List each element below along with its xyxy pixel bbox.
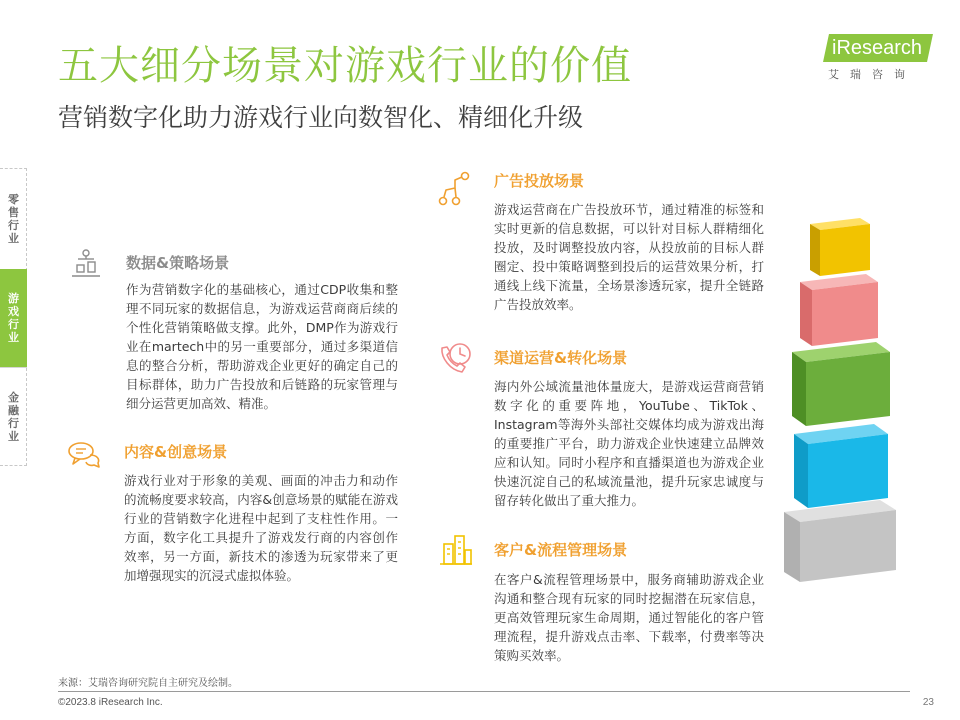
city-buildings-icon [438,532,474,568]
side-tab-label: 零售行业 [8,193,19,245]
section-title-content-creative: 内容&创意场景 [124,443,228,461]
section-body-content-creative: 游戏行业对于形象的美观、画面的冲击力和动作的流畅度要求较高，内容&创意场景的赋能在游戏行业的营销数字化进程中起到了支柱性作用。一方面，数字化工具提升了游戏发行商的内容创作效率，另一方面，新技术的渗透为玩家带来了更加增强现实的沉浸式虚拟体验。 [124,473,398,583]
logo-brand-cn: 艾瑞咨询 [828,68,916,81]
cube-gray [784,500,896,582]
section-title-customer-process: 客户&流程管理场景 [494,541,628,559]
section-body-channel-conversion: 海内外公域流量池体量庞大，是游戏运营商营销数字化的重要阵地，YouTube、TikTok、Instagram等海外头部社交媒体均成为游戏出海的重要推广平台，助力游戏企业快速建立品牌效应和认知。同时小程序和直播渠道也为游戏企业快速沉淀自己的私域流量池，提升玩家忠诚度与留存转化做出了重大推力。 [494,379,764,508]
side-tab-label: 金融行业 [8,391,19,443]
side-tab-retail[interactable] [0,169,27,269]
page-title: 五大细分场景对游戏行业的价值 [58,43,632,89]
network-nodes-icon [436,170,472,206]
cube-blue [794,424,888,508]
footer-source: 来源：艾瑞咨询研究院自主研究及绘制。 [58,678,238,689]
cube-pink [800,274,878,346]
cube-yellow [810,218,870,276]
section-title-data-strategy: 数据&策略场景 [126,254,230,272]
podium-icon [68,246,104,282]
section-body-customer-process: 在客户&流程管理场景中，服务商辅助游戏企业沟通和整合现有玩家的同时挖掘潜在玩家信息，更高效管理玩家生命周期，通过智能化的客户管理流程，提升游戏点击率、下载率，付费率等决策购买效率。 [494,572,764,663]
page-number: 23 [922,697,934,708]
logo-brand: iResearch [832,37,923,59]
chat-bubbles-icon [66,436,102,472]
section-body-ad-delivery: 游戏运营商在广告投放环节，通过精准的标签和实时更新的信息数据，可以针对目标人群精细化投放，及时调整投放内容，从投放前的目标人群圈定、投中策略调整到投后的运营效果分析，打通线上线下流量，全场景渗透玩家，提升全链路广告投放效率。 [494,202,764,312]
side-tab-nav [0,168,27,466]
side-tab-game[interactable] [0,269,27,367]
footer-copyright: ©2023.8 iResearch Inc. [58,697,163,708]
iresearch-logo [824,32,936,92]
footer-divider [58,691,910,692]
page-subtitle: 营销数字化助力游戏行业向数智化、精细化升级 [58,103,584,132]
side-tab-finance[interactable] [0,367,27,467]
section-title-channel-conversion: 渠道运营&转化场景 [494,349,628,367]
phone-clock-icon [438,340,474,376]
section-title-ad-delivery: 广告投放场景 [494,172,585,190]
section-body-data-strategy: 作为营销数字化的基础核心，通过CDP收集和整理不同玩家的数据信息，为游戏运营商商后续的个性化营销策略做支撑。此外，DMP作为游戏行业在martech中的另一重要部分，通过多渠道信息的整合分析，帮助游戏企业更好的确定自己的目标群体，助力广告投放和后链路的玩家管理与细分运营更加高效、精准。 [126,282,398,411]
side-tab-label: 游戏行业 [8,292,19,344]
cube-green [792,342,890,426]
stacked-cubes-illustration [772,212,902,680]
